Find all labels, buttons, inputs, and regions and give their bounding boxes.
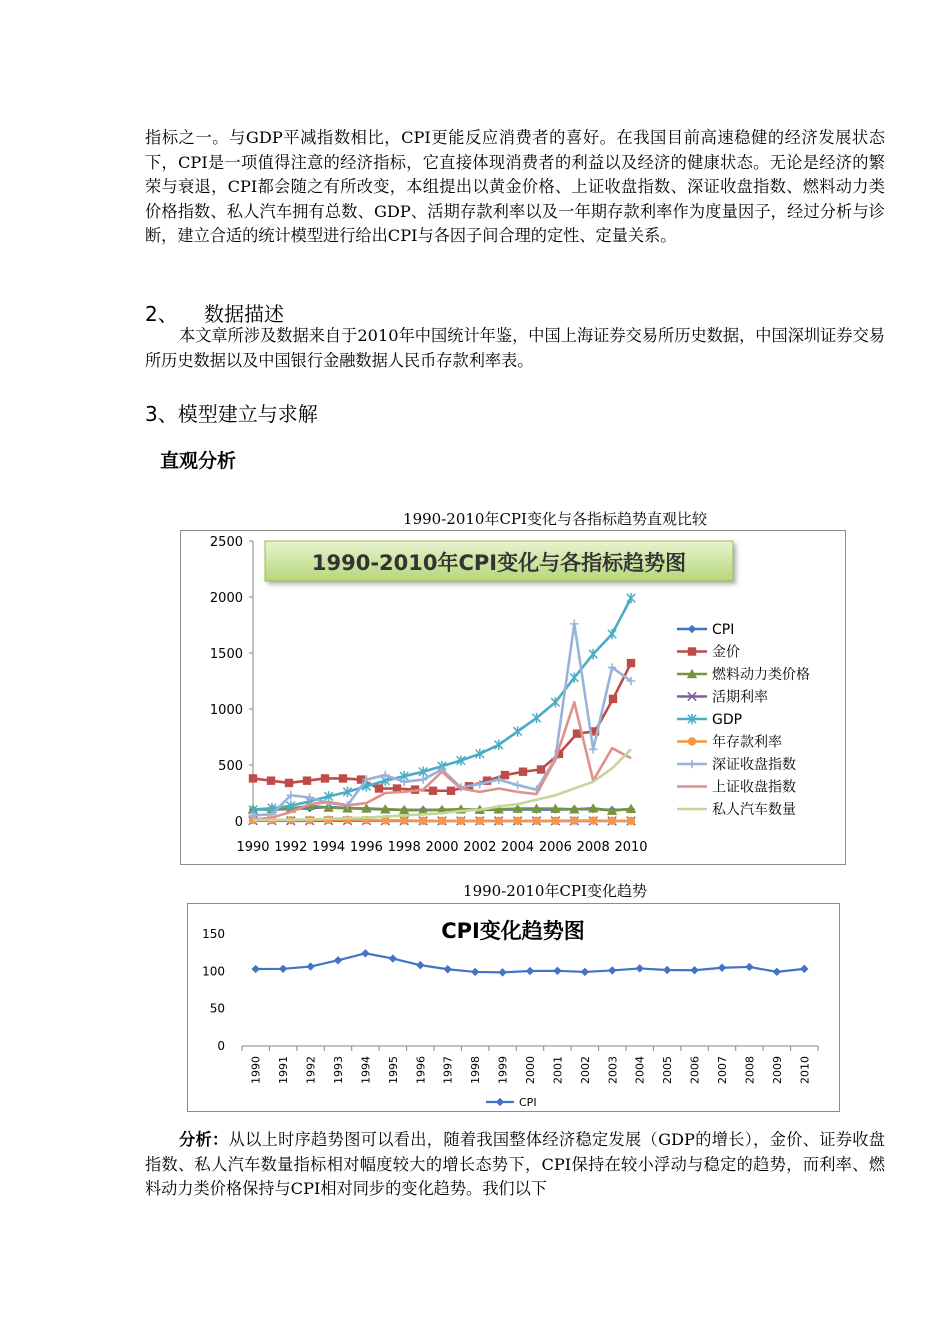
chart1-data-point: [532, 817, 540, 825]
chart1-y-tick-label: 0: [234, 815, 243, 830]
chart1-data-point: [419, 817, 427, 825]
chart1-legend-label: 活期利率: [712, 689, 768, 706]
chart1-legend-marker: [688, 647, 696, 655]
chart1-y-tick-label: 1500: [209, 647, 243, 662]
chart2-legend: [486, 1096, 537, 1109]
chart1-caption: 1990-2010年CPI变化与各指标趋势直观比较: [403, 510, 707, 528]
chart2-data-point: [745, 963, 753, 971]
chart2-data-point: [690, 966, 698, 974]
chart1-data-point: [627, 659, 635, 667]
chart2-data-point: [389, 954, 397, 962]
chart2-data-point: [498, 968, 506, 976]
chart1-data-point: [551, 697, 559, 707]
chart1-data-point: [438, 817, 446, 825]
chart2-x-tick-label: 2002: [578, 1056, 592, 1084]
chart1-series-line: [253, 624, 631, 816]
chart1-legend-marker: [688, 625, 696, 633]
chart2-data-point: [800, 965, 808, 973]
intro-paragraph: 指标之一。与GDP平减指数相比，CPI更能反应消费者的喜好。在我国目前高速稳健的经济发展状态下，CPI是一项值得注意的经济指标，它直接体现消费者的利益以及经济的健康状态。无论是经济的繁荣与衰退，CPI都会随之有所改变，本组提出以黄金价格、上证收盘指数、深证收盘指数、燃料动力类价格指数、私人汽车拥有总数、GDP、活期存款利率以及一年期存款利率作为度量因子，经过分析与诊断，建立合适的统计模型进行给出CPI与各因子间合理的定性、定量关系。: [145, 128, 885, 246]
chart1-data-point: [537, 765, 545, 773]
chart1-data-point: [476, 817, 484, 825]
chart1-legend-label: CPI: [712, 622, 735, 638]
chart1-data-point: [608, 629, 616, 639]
chart2-data-point: [279, 965, 287, 973]
chart2-data-point: [444, 965, 452, 973]
chart1-x-tick-label: 2004: [501, 840, 535, 855]
chart1-x-tick-label: 2010: [614, 840, 648, 855]
chart2-x-tick-label: 2009: [770, 1056, 784, 1084]
chart2-x-tick-label: 2010: [798, 1056, 812, 1084]
chart1-legend-item: [677, 779, 796, 796]
chart1-title: 1990-2010年CPI变化与各指标趋势图: [311, 551, 687, 575]
chart1-svg: [181, 531, 845, 864]
chart1-data-point: [570, 816, 578, 824]
chart1-data-point: [513, 726, 521, 736]
chart2-data-point: [361, 949, 369, 957]
chart1-data-point: [457, 817, 465, 825]
chart1-legend-item: [677, 689, 768, 706]
chart2-y-tick-label: 0: [217, 1039, 225, 1053]
chart1-legend-label: 深证收盘指数: [712, 757, 796, 773]
chart1-data-point: [589, 649, 597, 659]
chart2-y-tick-label: 100: [202, 964, 225, 979]
chart1-data-point: [532, 713, 540, 723]
chart2-title: CPI变化趋势图: [441, 919, 585, 943]
chart2-legend-item: [486, 1096, 537, 1109]
chart1-data-point: [608, 817, 616, 825]
chart2-frame: [187, 903, 840, 1112]
chart1-data-point: [249, 774, 257, 782]
chart2-x-tick-label: 1998: [469, 1056, 483, 1084]
chart1-data-point: [375, 784, 383, 792]
section2-title: 数据描述: [204, 302, 284, 326]
chart1-legend-label: 金价: [712, 644, 740, 661]
chart2-data-point: [773, 968, 781, 976]
chart1-y-tick-label: 1000: [209, 703, 243, 718]
chart2-x-tick-label: 2005: [661, 1056, 675, 1084]
chart2-data-point: [581, 968, 589, 976]
chart2-series-0: [252, 949, 809, 976]
chart1-legend-item: [677, 712, 742, 728]
chart1-data-point: [447, 787, 455, 795]
chart2-data-point: [416, 961, 424, 969]
chart1-legend-item: [677, 666, 810, 683]
chart2-data-point: [306, 962, 314, 970]
chart1-x-tick-label: 1998: [387, 840, 421, 855]
chart1-legend-label: 年存款利率: [712, 734, 782, 751]
chart1-data-point: [267, 776, 275, 784]
chart1-data-point: [627, 593, 635, 603]
chart2-x-tick-label: 1992: [304, 1056, 318, 1084]
analysis-text: 从以上时序趋势图可以看出，随着我国整体经济稳定发展（GDP的增长），金价、证券收盘指数、私人汽车数量指标相对幅度较大的增长态势下，CPI保持在较小浮动与稳定的趋势，而利率、燃料动力类价格保持与CPI相对同步的变化趋势。我们以下: [145, 1130, 885, 1199]
chart1-data-point: [285, 779, 293, 787]
chart2-x-tick-label: 1995: [386, 1056, 400, 1084]
chart2-x-tick-label: 2006: [688, 1056, 702, 1084]
chart1-x-tick-label: 1996: [349, 840, 383, 855]
chart2-caption: 1990-2010年CPI变化趋势: [463, 882, 647, 900]
chart1-data-point: [495, 817, 503, 825]
chart1-legend: [677, 622, 810, 818]
chart1-data-point: [321, 774, 329, 782]
chart2-data-point: [663, 966, 671, 974]
chart2-x-tick-label: 1990: [249, 1056, 263, 1084]
chart2-x-tick-label: 2001: [551, 1056, 565, 1084]
chart2-plot-area: [252, 949, 809, 976]
chart2-data-point: [553, 967, 561, 975]
chart2-x-tick-label: 1999: [496, 1056, 510, 1084]
chart1-data-point: [513, 817, 521, 825]
subsection-title: 直观分析: [160, 450, 237, 472]
section2-paragraph: 本文章所涉及数据来自于2010年中国统计年鉴，中国上海证券交易所历史数据，中国深圳证券交易所历史数据以及中国银行金融数据人民币存款利率表。: [145, 326, 885, 370]
chart2-x-tick-label: 2007: [716, 1056, 729, 1084]
chart2-data-point: [718, 964, 726, 972]
chart2-legend-label: CPI: [519, 1096, 537, 1109]
chart1-data-point: [589, 816, 597, 824]
chart1-data-point: [400, 816, 408, 824]
chart1-data-point: [429, 787, 437, 795]
chart1-data-point: [627, 817, 635, 825]
chart1-data-point: [570, 620, 578, 628]
chart2-axes: [202, 927, 818, 1084]
analysis-label: 分析：: [179, 1130, 229, 1149]
chart2-data-point: [334, 956, 342, 964]
chart2-x-tick-label: 2004: [633, 1056, 647, 1084]
chart2-x-tick-label: 1994: [359, 1056, 373, 1084]
chart1-plot-area: [248, 593, 636, 825]
analysis-paragraph: [145, 1128, 885, 1202]
chart2-x-tick-label: 2008: [743, 1056, 757, 1084]
chart1-data-point: [551, 817, 559, 825]
chart2-x-tick-label: 1996: [414, 1056, 428, 1084]
chart1-x-tick-label: 2008: [576, 840, 610, 855]
chart1-data-point: [519, 768, 527, 776]
chart2-y-tick-label: 50: [209, 1001, 225, 1016]
chart2-x-tick-label: 1993: [332, 1056, 345, 1084]
chart1-data-point: [339, 774, 347, 782]
chart2-y-tick-label: 150: [202, 927, 225, 941]
chart1-x-tick-label: 2006: [538, 840, 572, 855]
chart1-legend-label: 上证收盘指数: [712, 779, 796, 796]
chart1-legend-item: [677, 756, 796, 773]
chart2-x-tick-label: 2000: [524, 1056, 537, 1084]
chart2-data-point: [608, 966, 616, 974]
chart1-data-point: [589, 745, 597, 753]
chart1-data-point: [303, 776, 311, 784]
chart1-series-1: [249, 659, 635, 795]
chart1-legend-marker: [688, 760, 696, 768]
chart2-legend-marker: [496, 1098, 504, 1106]
chart1-legend-label: 私人汽车数量: [712, 802, 796, 818]
chart1-legend-item: [677, 622, 734, 638]
chart1-x-tick-label: 2002: [463, 840, 497, 855]
chart1-legend-label: GDP: [712, 712, 743, 728]
chart1-x-tick-label: 1990: [236, 840, 270, 855]
chart1-frame: [180, 530, 846, 865]
chart1-y-tick-label: 500: [218, 759, 243, 774]
section3-title: 3、模型建立与求解: [145, 402, 318, 426]
chart1-legend-marker: [688, 737, 696, 745]
chart1-x-tick-label: 1992: [274, 840, 308, 855]
chart1-data-point: [609, 695, 617, 703]
chart1-x-tick-label: 2000: [425, 840, 459, 855]
chart1-legend-item: [677, 734, 782, 751]
chart2-data-point: [471, 968, 479, 976]
chart1-data-point: [513, 781, 521, 789]
chart2-data-point: [636, 964, 644, 972]
chart2-svg: [188, 904, 839, 1111]
chart1-data-point: [501, 771, 509, 779]
chart2-data-point: [252, 965, 260, 973]
section2-number: 2、: [145, 302, 178, 326]
chart1-y-tick-label: 2500: [209, 535, 243, 550]
chart1-legend-item: [677, 645, 740, 661]
chart2-x-tick-label: 1991: [277, 1056, 291, 1084]
chart1-legend-item: [677, 801, 796, 818]
chart2-x-tick-label: 2003: [606, 1056, 620, 1084]
chart1-data-point: [570, 672, 578, 682]
chart2-x-tick-label: 1997: [441, 1056, 455, 1084]
chart2-data-point: [526, 967, 534, 975]
chart1-legend-label: 燃料动力类价格: [712, 667, 810, 683]
chart1-x-tick-label: 1994: [312, 840, 346, 855]
chart1-y-tick-label: 2000: [209, 591, 243, 606]
